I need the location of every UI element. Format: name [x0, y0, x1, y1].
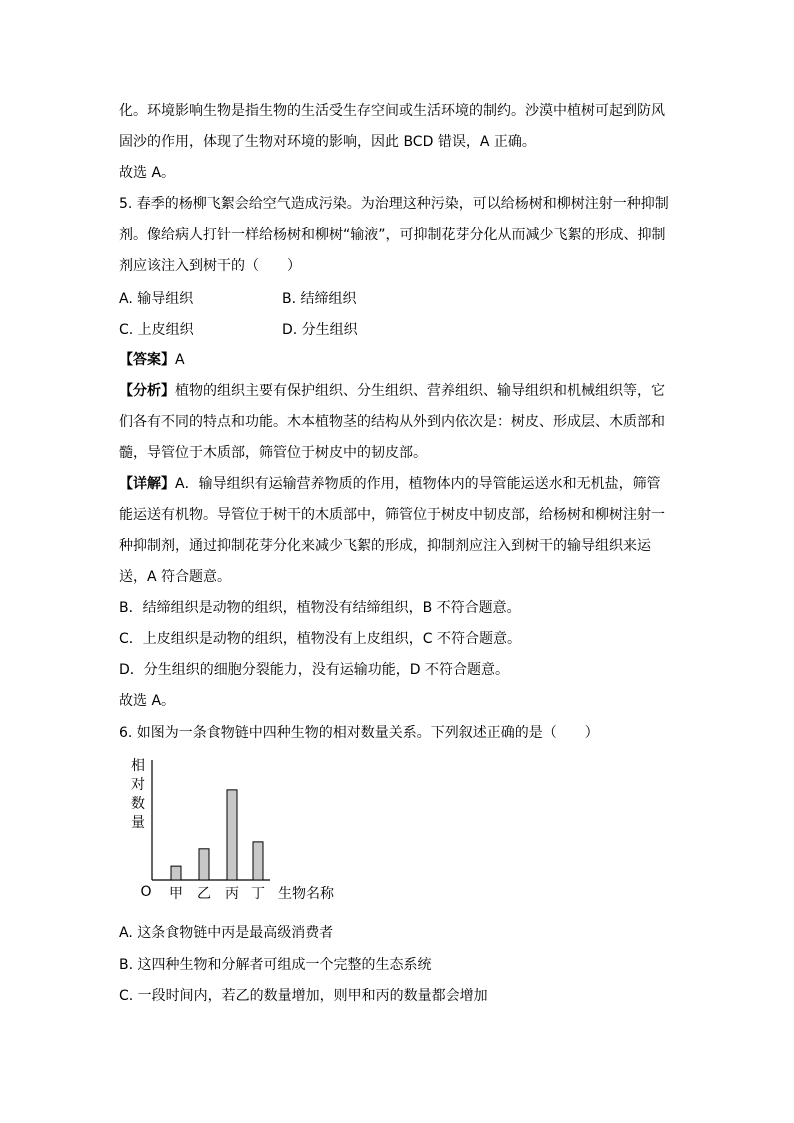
question-5-line: 剂。像给病人打针一样给杨树和柳树“输液”，可抑制花芽分化从而减少飞絮的形成、抑制	[119, 227, 666, 243]
detail-line: 种抑制剂，通过抑制花芽分化来减少飞絮的形成，抑制剂应注入到树干的输导组织来运	[119, 538, 651, 554]
origin-label: O	[140, 884, 152, 900]
question-6-line: 6. 如图为一条食物链中四种生物的相对数量关系。下列叙述正确的是（ ）	[119, 725, 599, 741]
analysis-line: 髓，导管位于木质部，筛管位于树皮中的韧皮部。	[119, 445, 427, 461]
detail-line: B．结缔组织是动物的组织，植物没有结缔组织，B 不符合题意。	[119, 600, 521, 616]
x-tick-label: 乙	[197, 886, 211, 902]
option-a: A. 这条食物链中丙是最高级消费者	[119, 925, 334, 941]
answer-label: 【答案】	[119, 352, 175, 368]
detail-line: 能运送有机物。导管位于树干的木质部中，筛管位于树皮中韧皮部，给杨树和柳树注射一	[119, 507, 665, 523]
x-tick-label: 丁	[251, 886, 265, 902]
question-5-line: 5. 春季的杨柳飞絮会给空气造成污染。为治理这种污染，可以给杨树和柳树注射一种抑制	[119, 196, 669, 212]
detail-line	[119, 469, 679, 500]
y-axis-label-char: 对	[131, 777, 145, 793]
option-b: B. 结缔组织	[282, 291, 357, 307]
option-d: D. 分生组织	[282, 322, 358, 338]
text-line: 故选 A。	[119, 165, 176, 181]
option-a: A. 输导组织	[119, 291, 194, 307]
text-line: 化。环境影响生物是指生物的生活受生存空间或生活环境的制约。沙漠中植树可起到防风	[119, 103, 665, 119]
x-tick-label: 丙	[225, 886, 239, 902]
option-c: C. 一段时间内，若乙的数量增加，则甲和丙的数量都会增加	[119, 988, 488, 1004]
y-axis-label-char: 量	[131, 815, 145, 831]
answer-value: A	[175, 352, 185, 368]
question-5-line: 剂应该注入到树干的（ ）	[119, 258, 301, 274]
x-axis-label: 生物名称	[278, 886, 334, 902]
detail-label: 【详解】	[119, 476, 175, 492]
analysis-line	[119, 376, 679, 407]
detail-line: 送，A 符合题意。	[119, 569, 232, 585]
y-axis-label-char: 相	[131, 758, 145, 774]
detail-line: D．分生组织的细胞分裂能力，没有运输功能，D 不符合题意。	[119, 662, 510, 678]
bar-丁	[253, 842, 263, 880]
detail-line: C．上皮组织是动物的组织，植物没有上皮组织，C 不符合题意。	[119, 631, 521, 647]
analysis-label: 【分析】	[119, 383, 175, 399]
bar-甲	[171, 866, 181, 880]
analysis-line: 们各有不同的特点和功能。木本植物茎的结构从外到内依次是：树皮、形成层、木质部和	[119, 414, 665, 430]
analysis-text: 植物的组织主要有保护组织、分生组织、营养组织、输导组织和机械组织等，它	[175, 383, 665, 399]
text-line: 故选 A。	[119, 693, 176, 709]
option-c: C. 上皮组织	[119, 322, 194, 338]
answer-line	[119, 345, 679, 376]
bar-chart	[128, 752, 368, 907]
bar-乙	[199, 849, 209, 880]
bar-丙	[227, 790, 237, 880]
x-tick-label: 甲	[169, 886, 183, 902]
y-axis-label-char: 数	[131, 796, 145, 812]
detail-text: A．输导组织有运输营养物质的作用，植物体内的导管能运送水和无机盐，筛管	[175, 476, 661, 492]
text-line: 固沙的作用，体现了生物对环境的影响，因此 BCD 错误，A 正确。	[119, 134, 536, 150]
option-b: B. 这四种生物和分解者可组成一个完整的生态系统	[119, 957, 432, 973]
